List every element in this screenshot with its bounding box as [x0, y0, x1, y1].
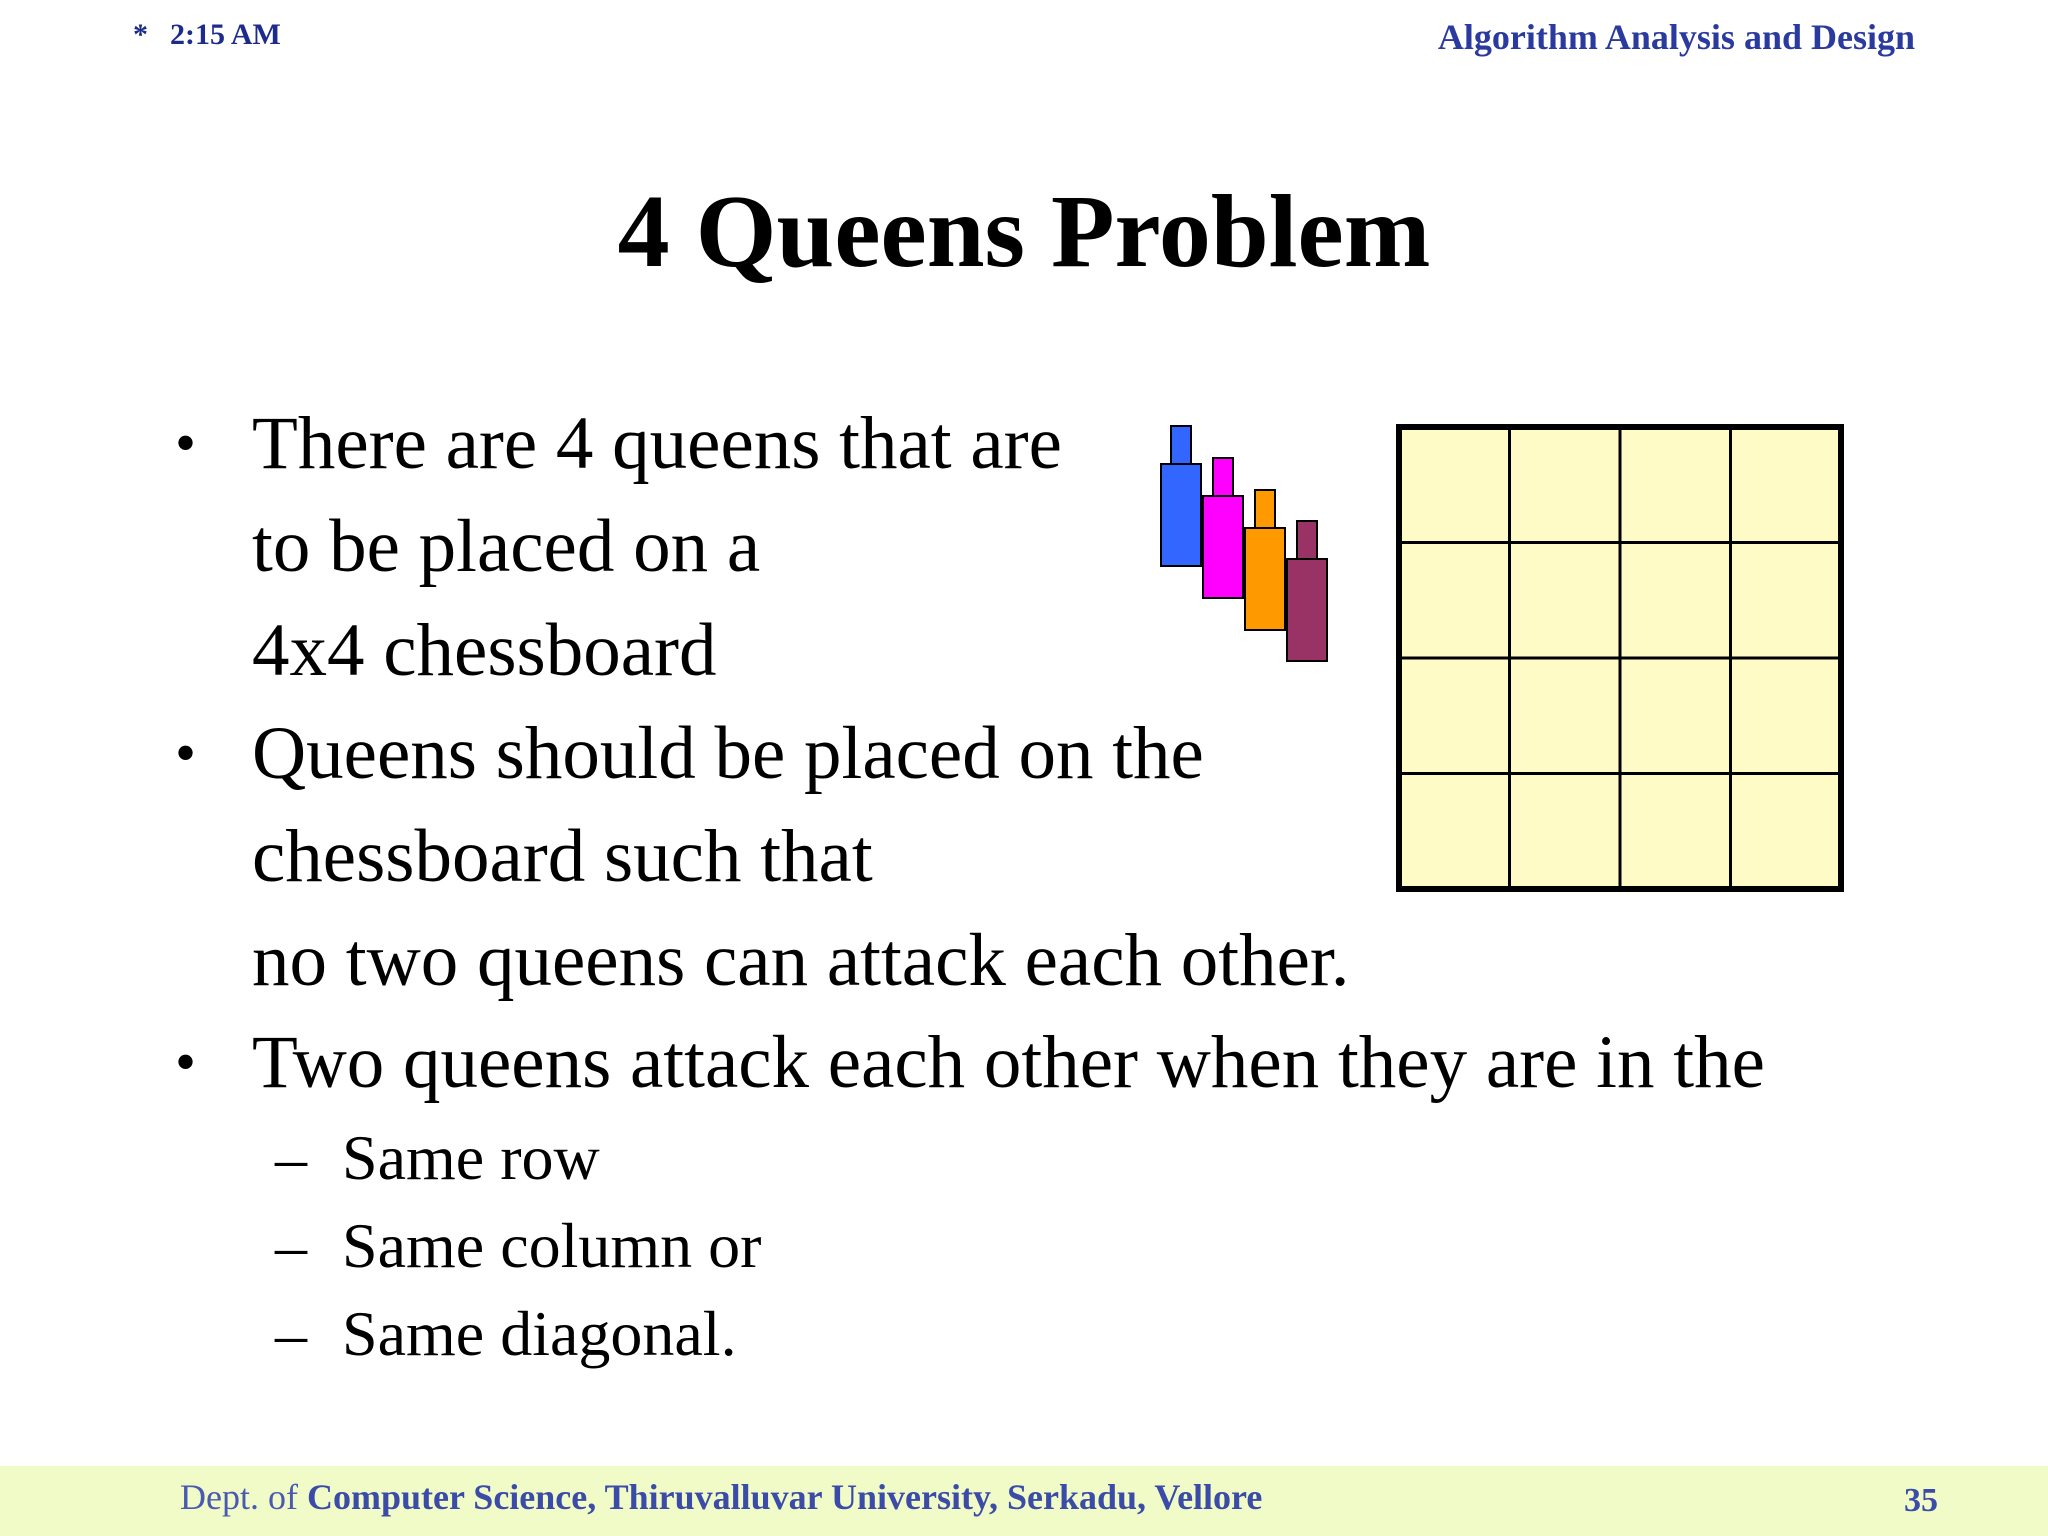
bullet-2-line-1: Queens should be placed on the: [252, 712, 1204, 795]
board-cell: [1620, 427, 1731, 543]
header-timestamp: [133, 18, 281, 52]
sub-bullet-dash: –: [275, 1210, 307, 1281]
bullet-2-line-3: no two queens can attack each other.: [252, 919, 1350, 1002]
bullet-1-line-1: There are 4 queens that are: [252, 402, 1062, 485]
footer-dept-name: Computer Science, Thiruvalluvar University, Serkadu, Vellore: [306, 1477, 1263, 1517]
board-cell: [1731, 427, 1842, 543]
header-course-title: Algorithm Analysis and Design: [1437, 17, 1915, 57]
queen-piece-2: [1203, 458, 1243, 598]
sub-bullet-dash: –: [275, 1298, 307, 1369]
board-cell: [1399, 543, 1510, 659]
board-cell: [1510, 658, 1621, 774]
sub-item-same-row: Same row: [342, 1122, 600, 1193]
page-number: 35: [1904, 1482, 1938, 1519]
board-cell: [1399, 427, 1510, 543]
bullet-1-line-3: 4x4 chessboard: [252, 609, 717, 692]
sub-item-same-column: Same column or: [342, 1210, 762, 1281]
header-time: 2:15 AM: [170, 18, 281, 51]
chessboard-4x4: [1396, 424, 1844, 892]
bullet-dot: •: [175, 720, 197, 786]
board-cell: [1510, 427, 1621, 543]
bullet-dot: •: [175, 1029, 197, 1095]
board-cell: [1620, 774, 1731, 890]
board-cell: [1399, 658, 1510, 774]
sub-item-same-diagonal: Same diagonal.: [342, 1298, 737, 1369]
queen-piece-3: [1245, 490, 1285, 630]
board-cell: [1620, 658, 1731, 774]
footer-department: [180, 1476, 1262, 1518]
board-cell: [1510, 774, 1621, 890]
board-cell: [1731, 543, 1842, 659]
footer-bar: [0, 1466, 2048, 1536]
slide-title: 4 Queens Problem: [617, 174, 1431, 289]
queen-piece-4: [1287, 521, 1327, 661]
header-marker: *: [133, 18, 148, 51]
bullet-2-line-2: chessboard such that: [252, 815, 873, 898]
board-cell: [1620, 543, 1731, 659]
board-cell: [1510, 543, 1621, 659]
bullet-1-line-2: to be placed on a: [252, 505, 761, 588]
footer-dept-prefix: Dept. of: [180, 1477, 298, 1517]
board-cell: [1731, 658, 1842, 774]
board-cell: [1731, 774, 1842, 890]
sub-bullet-dash: –: [275, 1122, 307, 1193]
queen-piece-1: [1161, 426, 1201, 566]
queen-pieces-illustration: [1155, 424, 1335, 670]
bullet-3-line-1: Two queens attack each other when they are in the: [252, 1021, 1765, 1104]
board-cell: [1399, 774, 1510, 890]
bullet-dot: •: [175, 410, 197, 476]
